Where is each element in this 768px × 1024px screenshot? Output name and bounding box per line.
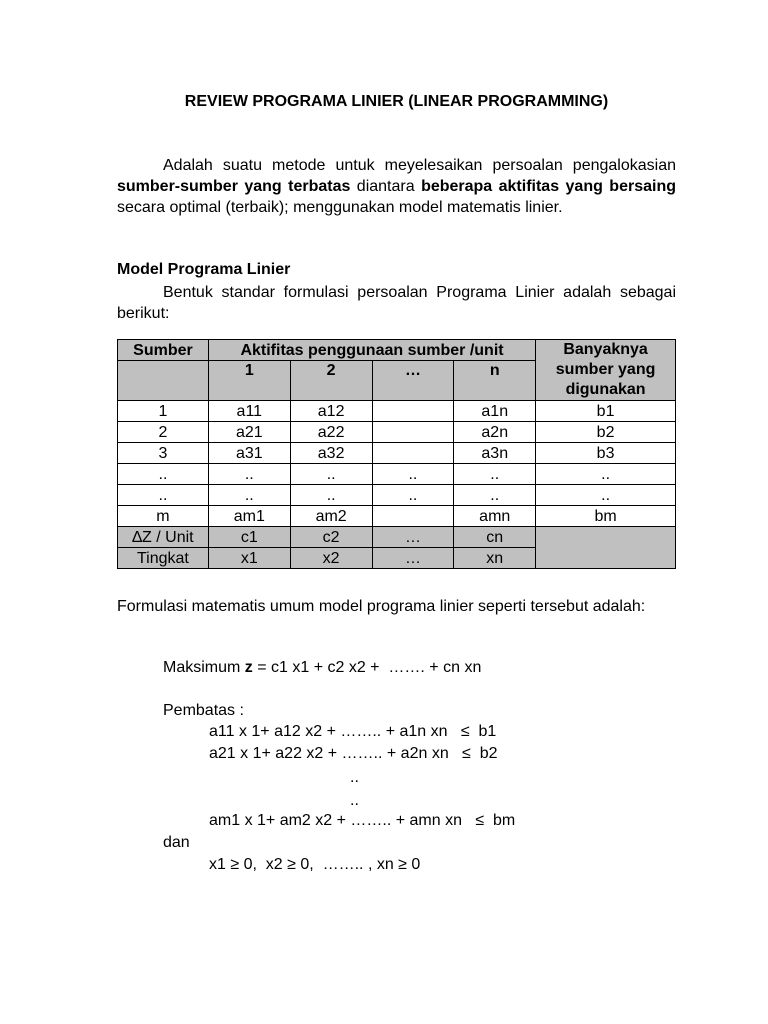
table-row <box>118 443 676 464</box>
dan-label: dan <box>163 834 190 851</box>
table-row <box>118 485 676 506</box>
table-row <box>118 464 676 485</box>
table-cell: x1 <box>208 548 290 569</box>
table-row <box>118 422 676 443</box>
table-cell: .. <box>372 464 454 485</box>
table-cell: Tingkat <box>118 548 209 569</box>
constraint-dots-1: .. <box>350 769 359 786</box>
table-cell: … <box>372 548 454 569</box>
table-cell: a32 <box>290 443 372 464</box>
header-aktifitas: Aktifitas penggunaan sumber /unit <box>208 340 535 361</box>
objective-function <box>163 657 481 678</box>
table-cell: a22 <box>290 422 372 443</box>
table-cell <box>372 422 454 443</box>
section-heading: Model Programa Linier <box>117 261 291 278</box>
intro-paragraph <box>117 155 676 218</box>
table-cell: .. <box>208 464 290 485</box>
table-cell: a21 <box>208 422 290 443</box>
table-cell: ∆Z / Unit <box>118 527 209 548</box>
document-title: REVIEW PROGRAMA LINIER (LINEAR PROGRAMMING) <box>184 93 609 110</box>
table-cell: .. <box>372 485 454 506</box>
intro-bold-1: sumber-sumber yang terbatas <box>117 178 351 195</box>
section-paragraph: Bentuk standar formulasi persoalan Programa Linier adalah sebagai berikut: <box>117 284 676 322</box>
table-cell: .. <box>290 485 372 506</box>
table-cell: bm <box>536 506 676 527</box>
table-cell: .. <box>454 485 536 506</box>
header-sumber: Sumber <box>118 340 209 361</box>
intro-text-2: diantara <box>350 178 422 195</box>
table-cell: b3 <box>536 443 676 464</box>
table-cell: cn <box>454 527 536 548</box>
table-cell: 3 <box>118 443 209 464</box>
table-cell: a1n <box>454 401 536 422</box>
header-col-dots: … <box>372 361 454 401</box>
table-row-delta-z <box>118 527 676 548</box>
non-negativity: x1 ≥ 0, x2 ≥ 0, …….. , xn ≥ 0 <box>209 856 421 873</box>
header-col-2: 2 <box>290 361 372 401</box>
table-cell: a12 <box>290 401 372 422</box>
table-cell: c2 <box>290 527 372 548</box>
constraint-1: a11 x 1+ a12 x2 + …….. + a1n xn ≤ b1 <box>209 723 497 740</box>
table-cell: b1 <box>536 401 676 422</box>
objective-z: z <box>244 659 253 676</box>
constraint-m: am1 x 1+ am2 x2 + …….. + amn xn ≤ bm <box>209 812 516 829</box>
table-cell: a3n <box>454 443 536 464</box>
table-cell <box>372 506 454 527</box>
intro-bold-2: beberapa aktifitas yang bersaing <box>421 178 676 195</box>
table-cell: .. <box>118 485 209 506</box>
header-sumber-blank <box>118 361 209 401</box>
table-cell <box>372 401 454 422</box>
table-cell: .. <box>118 464 209 485</box>
table-cell: xn <box>454 548 536 569</box>
constraint-dots-2: .. <box>350 792 359 809</box>
table-cell <box>372 443 454 464</box>
formulasi-paragraph: Formulasi matematis umum model programa linier seperti tersebut adalah: <box>117 598 646 615</box>
table-cell: .. <box>208 485 290 506</box>
table-cell: .. <box>536 464 676 485</box>
table-cell: .. <box>536 485 676 506</box>
objective-rest: = c1 x1 + c2 x2 + ……. + cn xn <box>252 659 482 676</box>
table-cell: .. <box>290 464 372 485</box>
table-cell: 2 <box>118 422 209 443</box>
table-cell: a11 <box>208 401 290 422</box>
header-banyaknya: Banyaknya sumber yang digunakan <box>536 340 676 401</box>
table-cell: a31 <box>208 443 290 464</box>
header-col-n: n <box>454 361 536 401</box>
table-cell: am1 <box>208 506 290 527</box>
objective-prefix: Maksimum <box>163 659 245 676</box>
table-cell: am2 <box>290 506 372 527</box>
table-cell: x2 <box>290 548 372 569</box>
table-row <box>118 401 676 422</box>
intro-text-1: Adalah suatu metode untuk meyelesaikan persoalan pengalokasian <box>163 157 676 174</box>
lp-standard-table <box>117 339 676 569</box>
table-cell: amn <box>454 506 536 527</box>
constraint-2: a21 x 1+ a22 x2 + …….. + a2n xn ≤ b2 <box>209 745 498 762</box>
table-cell: 1 <box>118 401 209 422</box>
table-cell: … <box>372 527 454 548</box>
table-cell: .. <box>454 464 536 485</box>
intro-text-3: secara optimal (terbaik); menggunakan model matematis linier. <box>117 199 563 216</box>
table-cell: c1 <box>208 527 290 548</box>
table-cell-shaded-blank <box>536 527 676 569</box>
constraints-label: Pembatas : <box>163 702 244 719</box>
header-col-1: 1 <box>208 361 290 401</box>
table-cell: a2n <box>454 422 536 443</box>
table-cell: b2 <box>536 422 676 443</box>
table-row <box>118 506 676 527</box>
table-cell: m <box>118 506 209 527</box>
